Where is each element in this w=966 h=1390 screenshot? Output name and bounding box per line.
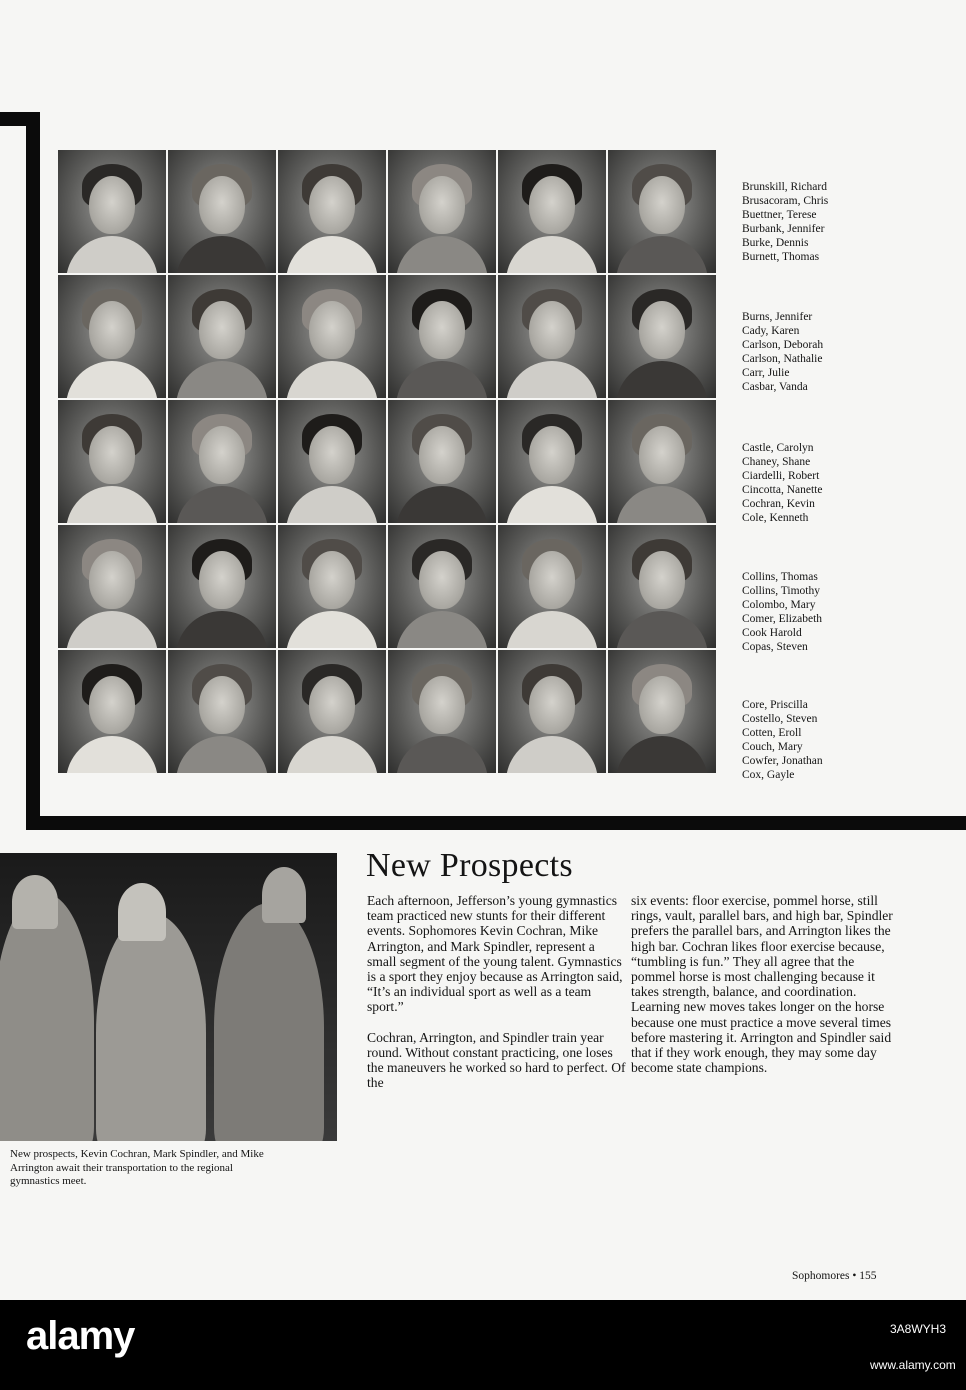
portrait-photo: [168, 275, 276, 398]
portrait-photo: [608, 275, 716, 398]
student-portrait: [497, 149, 607, 274]
student-name: Chaney, Shane: [742, 456, 811, 468]
photo-caption: New prospects, Kevin Cochran, Mark Spindler, and Mike Arrington await their transportation to the regional gymnastics meet.: [10, 1148, 264, 1187]
student-portrait: [57, 649, 167, 774]
portrait-head: [419, 176, 465, 234]
portrait-photo: [388, 275, 496, 398]
student-portrait: [57, 149, 167, 274]
student-name: Collins, Timothy: [742, 585, 820, 597]
student-name: Burns, Jennifer: [742, 311, 813, 323]
portrait-head: [529, 301, 575, 359]
student-name: Cowfer, Jonathan: [742, 755, 823, 767]
photo-figure: [12, 875, 58, 929]
student-name: Burke, Dennis: [742, 237, 809, 249]
portrait-photo: [168, 525, 276, 648]
portrait-head: [89, 676, 135, 734]
photo-figure: [262, 867, 306, 923]
portrait-photo: [498, 150, 606, 273]
gymnastics-group-photo: [0, 853, 337, 1141]
watermark-logo: alamy: [26, 1314, 135, 1358]
student-portrait: [57, 399, 167, 524]
portrait-body: [66, 236, 158, 273]
portrait-head: [89, 176, 135, 234]
student-name: Castle, Carolyn: [742, 442, 814, 454]
student-portrait: [497, 649, 607, 774]
roster-names-row-5: [742, 698, 823, 782]
portrait-head: [529, 676, 575, 734]
portrait-photo: [388, 525, 496, 648]
student-name: Costello, Steven: [742, 713, 818, 725]
photo-figure: [118, 883, 166, 941]
roster-names-row-3: [742, 441, 822, 525]
portrait-body: [506, 361, 598, 398]
portrait-head: [89, 301, 135, 359]
photo-figure: [0, 893, 94, 1141]
student-portrait: [167, 649, 277, 774]
student-portrait: [387, 149, 497, 274]
portrait-photo: [58, 150, 166, 273]
portrait-body: [176, 486, 268, 523]
portrait-body: [286, 486, 378, 523]
portrait-photo: [388, 650, 496, 773]
portrait-body: [176, 736, 268, 773]
article-paragraph: Each afternoon, Jefferson’s young gymnastics team practiced new stunts for their different events. Sophomores Kevin Cochran, Mike Arrington, and Mark Spindler, represent a small segment of the young talent. Gymnastics is a sport they enjoy because as Arrington said, “It’s an individual sport as well as a team sport.”: [367, 893, 623, 1015]
portrait-head: [529, 176, 575, 234]
portrait-head: [309, 551, 355, 609]
portrait-head: [309, 676, 355, 734]
portrait-body: [176, 236, 268, 273]
portrait-body: [176, 611, 268, 648]
watermark-band: [0, 1300, 966, 1390]
student-name: Burbank, Jennifer: [742, 223, 825, 235]
portrait-head: [639, 426, 685, 484]
portrait-head: [639, 301, 685, 359]
student-portrait: [57, 274, 167, 399]
portrait-body: [506, 236, 598, 273]
portrait-photo: [58, 400, 166, 523]
portrait-photo: [608, 650, 716, 773]
portrait-body: [616, 611, 708, 648]
student-portrait: [387, 274, 497, 399]
student-name: Couch, Mary: [742, 741, 803, 753]
portrait-body: [176, 361, 268, 398]
portrait-body: [616, 736, 708, 773]
student-name: Cochran, Kevin: [742, 498, 815, 510]
student-portrait: [57, 524, 167, 649]
portrait-head: [199, 176, 245, 234]
portrait-head: [419, 676, 465, 734]
portrait-photo: [278, 400, 386, 523]
portrait-head: [309, 426, 355, 484]
student-name: Cole, Kenneth: [742, 512, 809, 524]
portrait-body: [286, 361, 378, 398]
student-portrait: [497, 399, 607, 524]
portrait-photo: [608, 400, 716, 523]
student-name: Core, Priscilla: [742, 699, 808, 711]
portrait-body: [616, 236, 708, 273]
portrait-head: [639, 551, 685, 609]
student-portrait: [277, 649, 387, 774]
portrait-body: [396, 236, 488, 273]
frame-bar-bottom: [26, 816, 966, 830]
portrait-photo: [608, 150, 716, 273]
portrait-head: [529, 551, 575, 609]
portrait-head: [309, 301, 355, 359]
roster-names-row-2: [742, 310, 823, 394]
article-paragraph: six events: floor exercise, pommel horse, still rings, vault, parallel bars, and high bar, Spindler prefers the parallel bars, and Arrington likes the high bar. Cochran likes floor exercise because, “tumbling is fun.” They all agree that the pommel horse is most challenging because it takes strength, balance, and coordination. Learning new moves takes longer on the horse because one must practice a move several times before mastering it. Arrington and Spindler said that if they work enough, they may some day become state champions.: [631, 893, 893, 1076]
portrait-photo: [168, 150, 276, 273]
student-name: Carr, Julie: [742, 367, 790, 379]
portrait-body: [506, 736, 598, 773]
portrait-head: [419, 551, 465, 609]
portrait-head: [199, 301, 245, 359]
student-name: Copas, Steven: [742, 641, 808, 653]
student-name: Ciardelli, Robert: [742, 470, 820, 482]
student-portrait: [607, 149, 717, 274]
portrait-photo: [168, 400, 276, 523]
watermark-url: www.alamy.com: [870, 1358, 956, 1372]
student-portrait: [607, 274, 717, 399]
portrait-body: [66, 486, 158, 523]
student-name: Carlson, Deborah: [742, 339, 824, 351]
photo-figure: [214, 903, 324, 1141]
portrait-head: [89, 551, 135, 609]
student-portrait: [277, 149, 387, 274]
portrait-body: [506, 611, 598, 648]
student-name: Collins, Thomas: [742, 571, 818, 583]
portrait-photo: [278, 650, 386, 773]
portrait-head: [199, 551, 245, 609]
portrait-body: [286, 236, 378, 273]
article-column-left: [367, 893, 627, 1105]
student-name: Casbar, Vanda: [742, 381, 808, 393]
student-name: Cotten, Eroll: [742, 727, 802, 739]
portrait-photo: [498, 650, 606, 773]
frame-bar-left: [26, 112, 40, 830]
portrait-photo: [278, 525, 386, 648]
student-portrait: [387, 399, 497, 524]
portrait-head: [529, 426, 575, 484]
student-portrait: [497, 524, 607, 649]
portrait-head: [309, 176, 355, 234]
portrait-photo: [58, 275, 166, 398]
portrait-photo: [608, 525, 716, 648]
portrait-photo: [278, 275, 386, 398]
portrait-body: [396, 486, 488, 523]
portrait-head: [639, 676, 685, 734]
portrait-head: [199, 676, 245, 734]
portrait-body: [286, 611, 378, 648]
portrait-photo: [498, 525, 606, 648]
student-portrait: [387, 524, 497, 649]
student-portrait: [167, 274, 277, 399]
portrait-body: [66, 361, 158, 398]
student-name: Cady, Karen: [742, 325, 800, 337]
portrait-photo: [498, 400, 606, 523]
student-name: Comer, Elizabeth: [742, 613, 823, 625]
portrait-photo: [58, 650, 166, 773]
student-name: Burnett, Thomas: [742, 251, 820, 263]
roster-names-row-1: [742, 180, 828, 264]
portrait-photo: [388, 400, 496, 523]
student-portrait: [607, 524, 717, 649]
student-name: Brusacoram, Chris: [742, 195, 829, 207]
portrait-body: [66, 611, 158, 648]
portrait-photo: [498, 275, 606, 398]
student-name: Cincotta, Nanette: [742, 484, 823, 496]
portrait-grid: [57, 149, 717, 774]
portrait-head: [89, 426, 135, 484]
student-name: Brunskill, Richard: [742, 181, 827, 193]
student-portrait: [387, 649, 497, 774]
portrait-body: [506, 486, 598, 523]
portrait-head: [419, 301, 465, 359]
student-portrait: [607, 649, 717, 774]
portrait-body: [396, 611, 488, 648]
portrait-head: [419, 426, 465, 484]
student-portrait: [167, 399, 277, 524]
portrait-body: [616, 486, 708, 523]
portrait-head: [199, 426, 245, 484]
portrait-head: [639, 176, 685, 234]
photo-figure: [96, 913, 206, 1141]
article-paragraph: Cochran, Arrington, and Spindler train year round. Without constant practicing, one loses the maneuvers he worked so hard to perfect. Of the: [367, 1029, 626, 1091]
student-name: Colombo, Mary: [742, 599, 816, 611]
article-title: New Prospects: [366, 847, 573, 884]
student-name: Carlson, Nathalie: [742, 353, 823, 365]
student-portrait: [277, 399, 387, 524]
student-portrait: [277, 274, 387, 399]
student-portrait: [607, 399, 717, 524]
student-portrait: [167, 149, 277, 274]
portrait-photo: [168, 650, 276, 773]
portrait-body: [396, 736, 488, 773]
student-name: Buettner, Terese: [742, 209, 817, 221]
student-name: Cox, Gayle: [742, 769, 795, 781]
student-portrait: [277, 524, 387, 649]
portrait-photo: [278, 150, 386, 273]
portrait-body: [396, 361, 488, 398]
page-folio: Sophomores • 155: [792, 1270, 877, 1282]
article-column-right: [631, 893, 901, 1090]
portrait-body: [616, 361, 708, 398]
roster-names-row-4: [742, 570, 822, 654]
student-name: Cook Harold: [742, 627, 802, 639]
student-portrait: [497, 274, 607, 399]
portrait-photo: [388, 150, 496, 273]
watermark-image-id: 3A8WYH3: [890, 1322, 947, 1336]
portrait-photo: [58, 525, 166, 648]
portrait-body: [286, 736, 378, 773]
portrait-body: [66, 736, 158, 773]
student-portrait: [167, 524, 277, 649]
